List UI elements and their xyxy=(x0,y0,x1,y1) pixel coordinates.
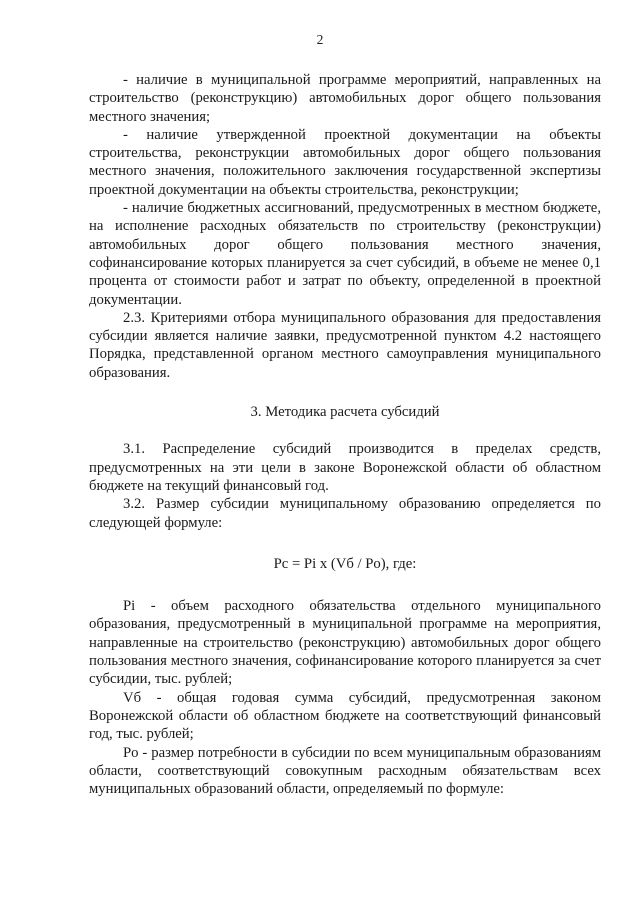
paragraph: 3.2. Размер субсидии муниципальному образованию определяется по следующей формуле: xyxy=(89,496,601,531)
definition-paragraph: Vб - общая годовая сумма субсидий, предусмотренная законом Воронежской области об областном бюджете на соответствующий финансовый год, тыс. рублей; xyxy=(89,689,601,743)
formula: Pс = Pi x (Vб / Pо), где: xyxy=(273,555,417,572)
paragraph: - наличие бюджетных ассигнований, предусмотренных в местном бюджете, на исполнение расходных обязательств по строительству (реконструкции) автомобильных дорог общего пользования местного значения, софинансирование которых планируется за счет субсидий, в объеме не менее 0,1 процента от стоимости работ и затрат по объекту, определенной в проектной документации. xyxy=(89,200,601,308)
definition-paragraph: Pо - размер потребности в субсидии по всем муниципальным образованиям области, соответствующий совокупным расходным обязательствам всех муниципальных образований области, определяемый по формуле: xyxy=(89,744,601,798)
document-body xyxy=(89,71,601,798)
paragraph: 3.1. Распределение субсидий производится в пределах средств, предусмотренных на эти цели в законе Воронежской области об областном бюджете на текущий финансовый год. xyxy=(89,441,601,494)
paragraph: - наличие утвержденной проектной документации на объекты строительства, реконструкции автомобильных дорог общего пользования местного значения, положительного заключения государственной экспертизы проектной документации на объекты строительства, реконструкции; xyxy=(89,126,601,198)
section-heading: 3. Методика расчета субсидий xyxy=(250,404,440,421)
definition-paragraph: Pi - объем расходного обязательства отдельного муниципального образования, предусмотренный в муниципальной программе на мероприятия, направленные на строительство (реконструкцию) автомобильных дорог общего пользования местного значения, софинансирование которого планируется за счет субсидии, тыс. рублей; xyxy=(89,598,601,688)
paragraph: - наличие в муниципальной программе мероприятий, направленных на строительство (реконструкцию) автомобильных дорог общего пользования местного значения; xyxy=(89,72,601,125)
paragraph: 2.3. Критериями отбора муниципального образования для предоставления субсидии является наличие заявки, предусмотренной пунктом 4.2 настоящего Порядка, представленной органом местного самоуправления муниципального образования. xyxy=(89,309,601,381)
page-number: 2 xyxy=(316,32,324,47)
